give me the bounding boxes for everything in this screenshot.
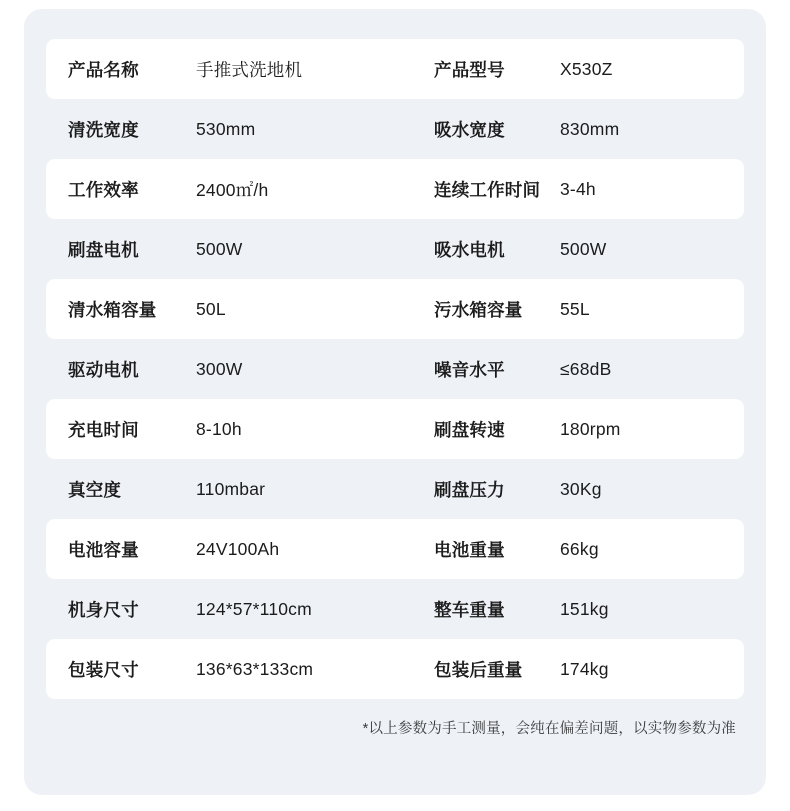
table-row (46, 39, 744, 99)
spec-label: 工作效率 (46, 159, 196, 219)
spec-value: 55L (560, 279, 744, 339)
spec-label: 吸水宽度 (434, 119, 505, 140)
spec-label: 刷盘转速 (412, 399, 560, 459)
spec-label: 包装后重量 (412, 639, 560, 699)
specification-table-body (46, 39, 744, 699)
spec-label: 刷盘电机 (68, 239, 139, 260)
spec-value: 110mbar (196, 478, 266, 499)
table-row (46, 579, 744, 639)
spec-value: 830mm (560, 118, 620, 139)
spec-label: 电池容量 (46, 519, 196, 579)
table-row (46, 339, 744, 399)
spec-value: 124*57*110cm (196, 598, 312, 619)
spec-value: 24V100Ah (196, 519, 412, 579)
spec-label: 清洗宽度 (68, 119, 139, 140)
table-row (46, 219, 744, 279)
spec-value: 136*63*133cm (196, 639, 412, 699)
table-row (46, 159, 744, 219)
table-row (46, 639, 744, 699)
spec-value: X530Z (560, 39, 744, 99)
specification-table (46, 39, 744, 699)
spec-label: 驱动电机 (68, 359, 139, 380)
measurement-disclaimer: *以上参数为手工测量，会纯在偏差问题，以实物参数为准 (362, 721, 736, 737)
spec-label: 污水箱容量 (412, 279, 560, 339)
spec-value: 30Kg (560, 478, 602, 499)
spec-value: 500W (560, 238, 607, 259)
spec-value: 66kg (560, 519, 744, 579)
spec-label: 噪音水平 (434, 359, 505, 380)
spec-label: 吸水电机 (434, 239, 505, 260)
spec-value: 300W (196, 358, 243, 379)
spec-value: 2400㎡/h (196, 159, 412, 219)
spec-value: 180rpm (560, 399, 744, 459)
spec-value: 8-10h (196, 399, 412, 459)
spec-label: 整车重量 (434, 599, 505, 620)
spec-value: 530mm (196, 118, 256, 139)
table-row (46, 99, 744, 159)
spec-label: 刷盘压力 (434, 479, 505, 500)
spec-label: 产品型号 (412, 39, 560, 99)
spec-label: 产品名称 (46, 39, 196, 99)
spec-label: 连续工作时间 (412, 159, 560, 219)
spec-value: 151kg (560, 598, 609, 619)
spec-label: 包装尺寸 (46, 639, 196, 699)
spec-label: 真空度 (68, 479, 122, 500)
spec-value: 50L (196, 279, 412, 339)
spec-value: 500W (196, 238, 243, 259)
specification-card (24, 9, 766, 795)
spec-label: 清水箱容量 (46, 279, 196, 339)
table-row (46, 399, 744, 459)
spec-label: 充电时间 (46, 399, 196, 459)
table-row (46, 279, 744, 339)
spec-label: 电池重量 (412, 519, 560, 579)
spec-value: 3-4h (560, 159, 744, 219)
spec-value: 174kg (560, 639, 744, 699)
table-row (46, 519, 744, 579)
spec-value: ≤68dB (560, 358, 612, 379)
spec-value: 手推式洗地机 (196, 39, 412, 99)
table-row (46, 459, 744, 519)
spec-label: 机身尺寸 (68, 599, 139, 620)
